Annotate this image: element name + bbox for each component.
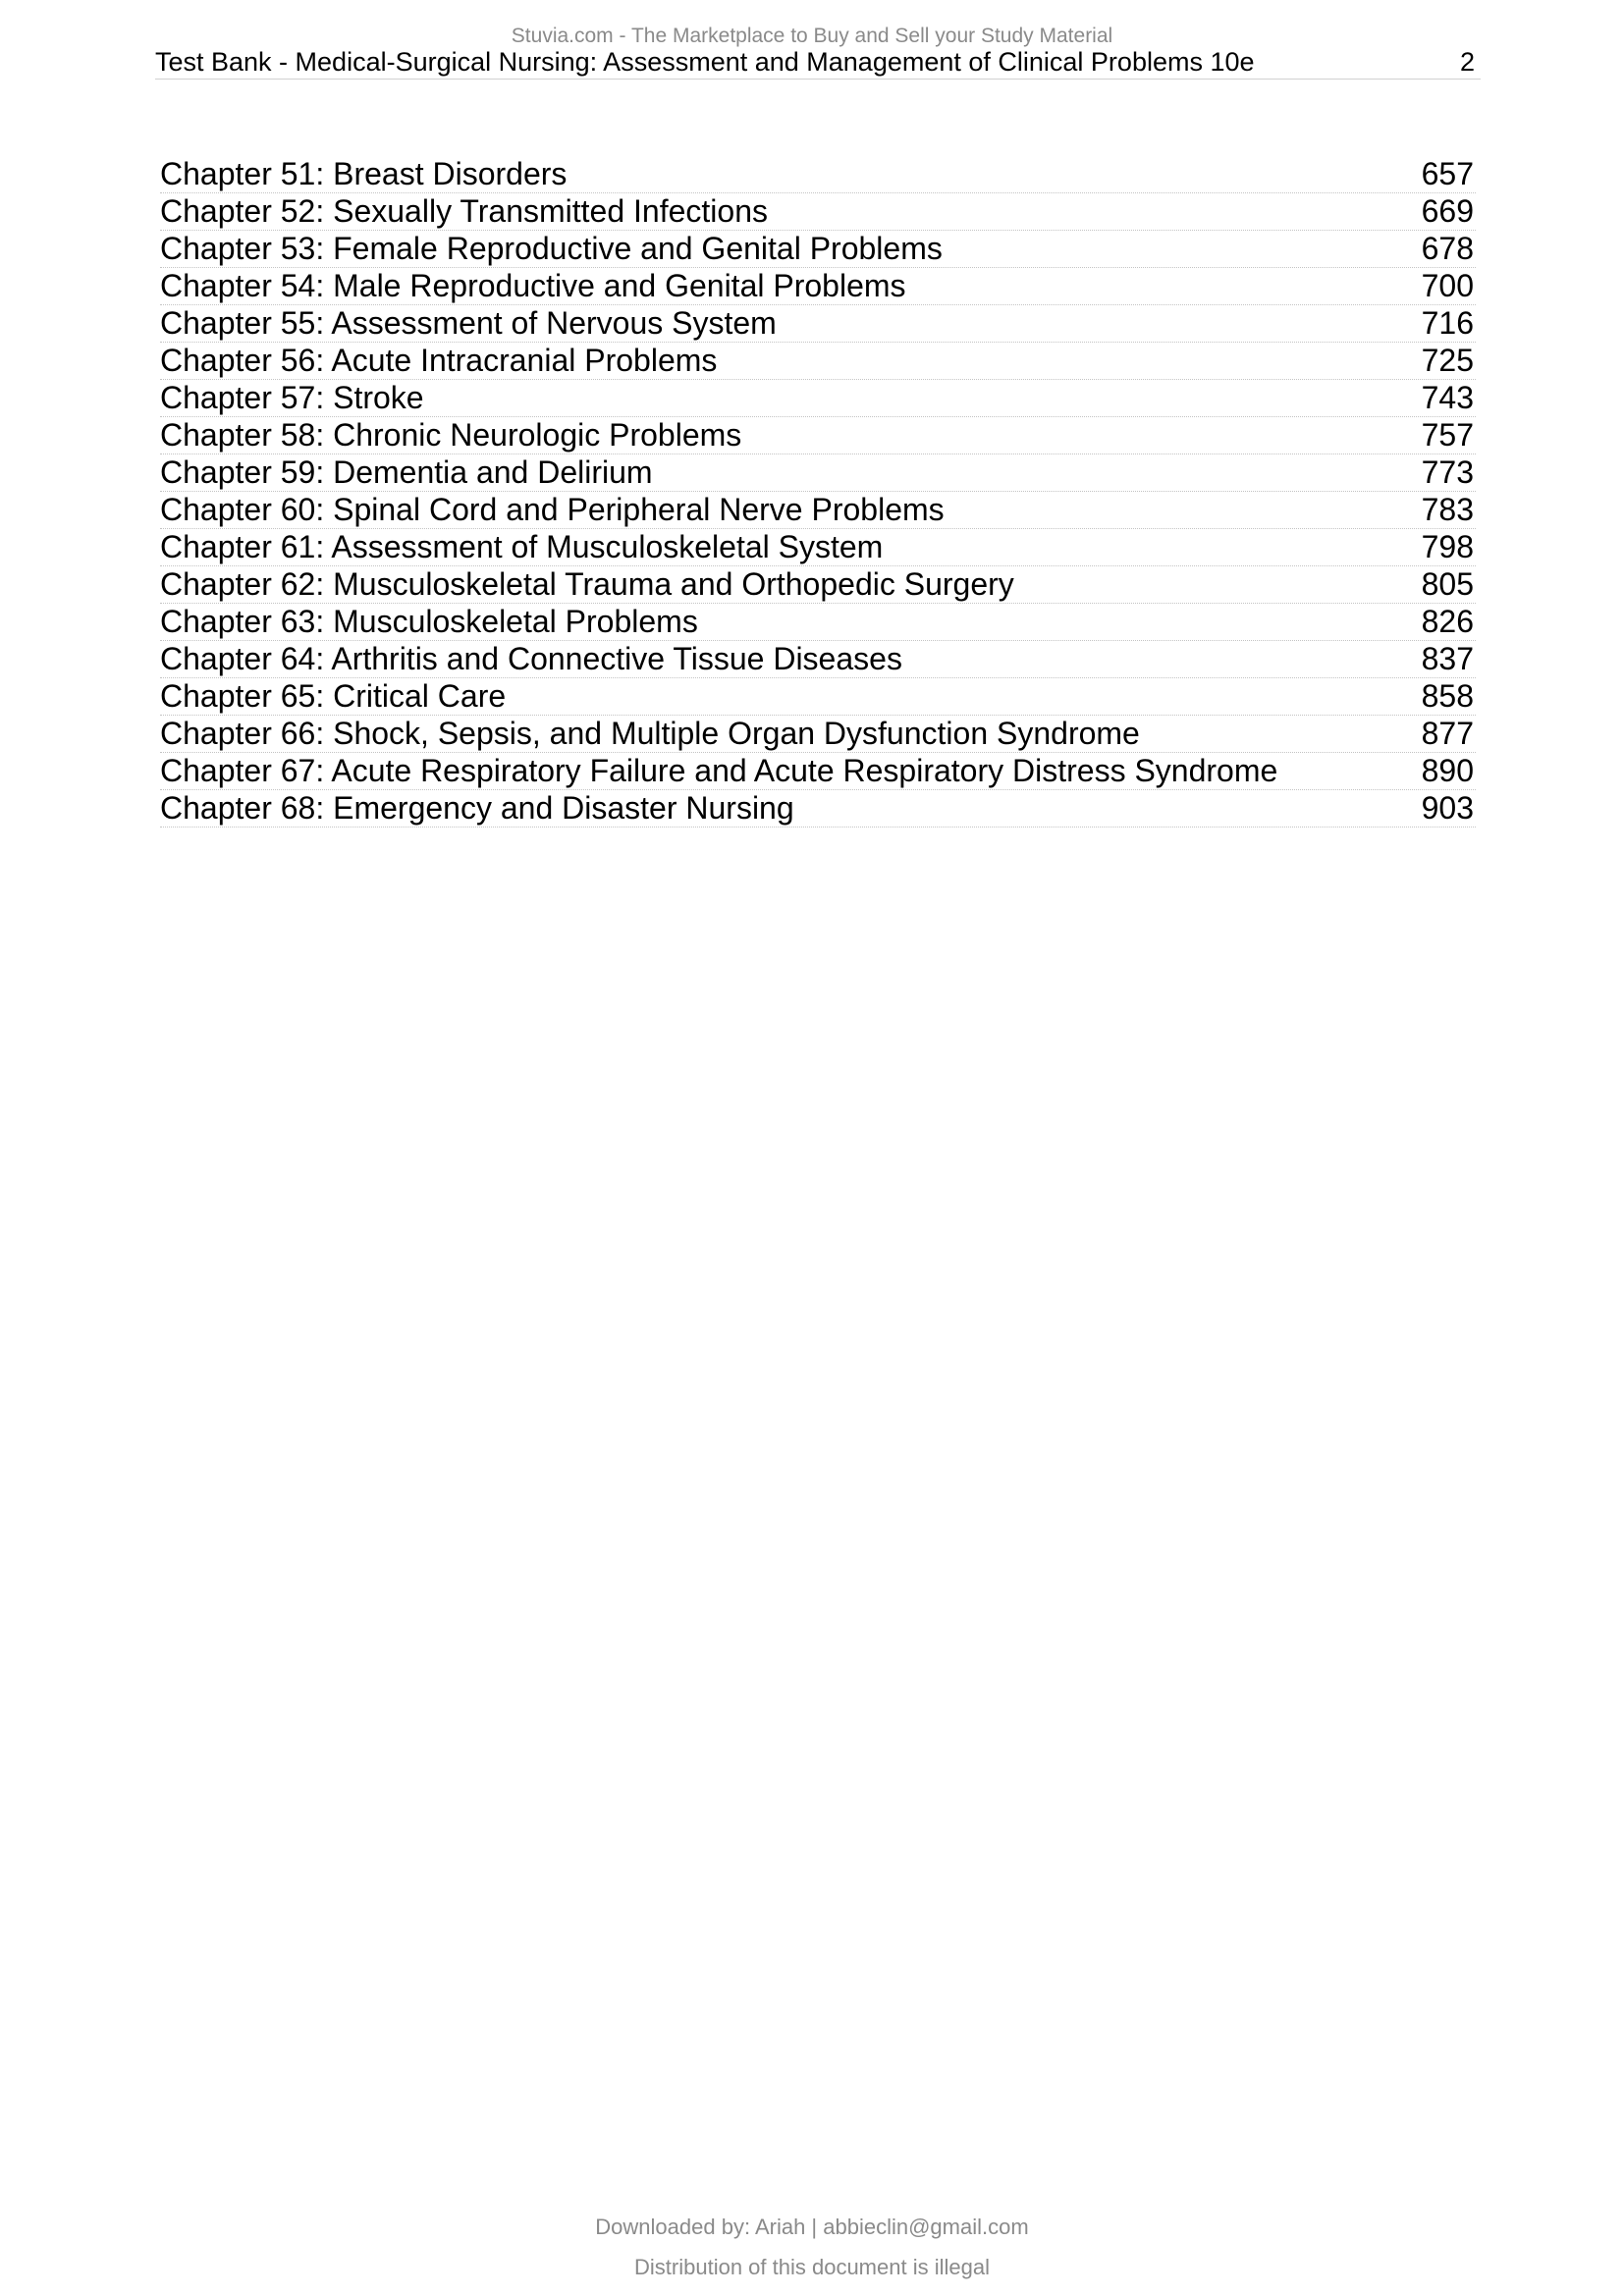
toc-entry-title: Chapter 52: Sexually Transmitted Infections [160,193,768,229]
toc-entry[interactable] [160,193,1476,231]
toc-entry[interactable] [160,156,1476,193]
toc-entry-page: 805 [1421,566,1474,602]
toc-entry-title: Chapter 64: Arthritis and Connective Tissue Diseases [160,641,902,676]
toc-entry[interactable] [160,529,1476,566]
toc-entry-page: 725 [1421,343,1474,378]
toc-entry-page: 858 [1421,678,1474,714]
toc-entry-page: 657 [1421,156,1474,191]
toc-entry-title: Chapter 54: Male Reproductive and Genital Problems [160,268,906,303]
running-header [155,45,1481,80]
toc-entry-title: Chapter 63: Musculoskeletal Problems [160,604,698,639]
toc-entry[interactable] [160,753,1476,790]
toc-entry-page: 903 [1421,790,1474,826]
toc-entry[interactable] [160,417,1476,454]
toc-entry-title: Chapter 53: Female Reproductive and Genital Problems [160,231,943,266]
header-title: Test Bank - Medical-Surgical Nursing: Assessment and Management of Clinical Problems 10e [155,47,1255,77]
toc-entry[interactable] [160,343,1476,380]
toc-entry-title: Chapter 62: Musculoskeletal Trauma and Orthopedic Surgery [160,566,1014,602]
toc-entry-page: 877 [1421,716,1474,751]
toc-entry-title: Chapter 57: Stroke [160,380,424,415]
toc-entry-title: Chapter 60: Spinal Cord and Peripheral Nerve Problems [160,492,945,527]
toc-entry-page: 678 [1421,231,1474,266]
toc-entry[interactable] [160,790,1476,828]
toc-entry-page: 890 [1421,753,1474,788]
toc-entry-title: Chapter 66: Shock, Sepsis, and Multiple Organ Dysfunction Syndrome [160,716,1140,751]
toc-entry-page: 743 [1421,380,1474,415]
toc-entry[interactable] [160,641,1476,678]
toc-entry[interactable] [160,678,1476,716]
toc-entry-title: Chapter 56: Acute Intracranial Problems [160,343,718,378]
toc-entry-page: 837 [1421,641,1474,676]
toc-entry[interactable] [160,716,1476,753]
toc-entry[interactable] [160,492,1476,529]
header-page-number: 2 [1459,47,1475,77]
toc-entry-title: Chapter 55: Assessment of Nervous System [160,305,777,341]
table-of-contents [160,156,1476,828]
toc-entry-title: Chapter 61: Assessment of Musculoskeletal System [160,529,884,564]
footer-distribution-notice: Distribution of this document is illegal [634,2255,990,2279]
toc-entry-title: Chapter 65: Critical Care [160,678,507,714]
toc-entry[interactable] [160,454,1476,492]
toc-entry-title: Chapter 51: Breast Disorders [160,156,568,191]
toc-entry-title: Chapter 59: Dementia and Delirium [160,454,653,490]
toc-entry[interactable] [160,380,1476,417]
toc-entry[interactable] [160,268,1476,305]
toc-entry-page: 773 [1421,454,1474,490]
toc-entry-title: Chapter 68: Emergency and Disaster Nursing [160,790,794,826]
toc-entry-page: 757 [1421,417,1474,453]
toc-entry-page: 716 [1421,305,1474,341]
toc-entry-page: 826 [1421,604,1474,639]
toc-entry-page: 783 [1421,492,1474,527]
toc-entry-title: Chapter 67: Acute Respiratory Failure and Acute Respiratory Distress Syndrome [160,753,1278,788]
toc-entry-page: 700 [1421,268,1474,303]
stuvia-watermark: Stuvia.com - The Marketplace to Buy and Sell your Study Material [511,25,1113,47]
footer-downloaded-by: Downloaded by: Ariah | abbieclin@gmail.com [595,2215,1029,2239]
toc-entry-page: 798 [1421,529,1474,564]
toc-entry[interactable] [160,305,1476,343]
toc-entry[interactable] [160,604,1476,641]
toc-entry-title: Chapter 58: Chronic Neurologic Problems [160,417,742,453]
toc-entry-page: 669 [1421,193,1474,229]
toc-entry[interactable] [160,231,1476,268]
toc-entry[interactable] [160,566,1476,604]
